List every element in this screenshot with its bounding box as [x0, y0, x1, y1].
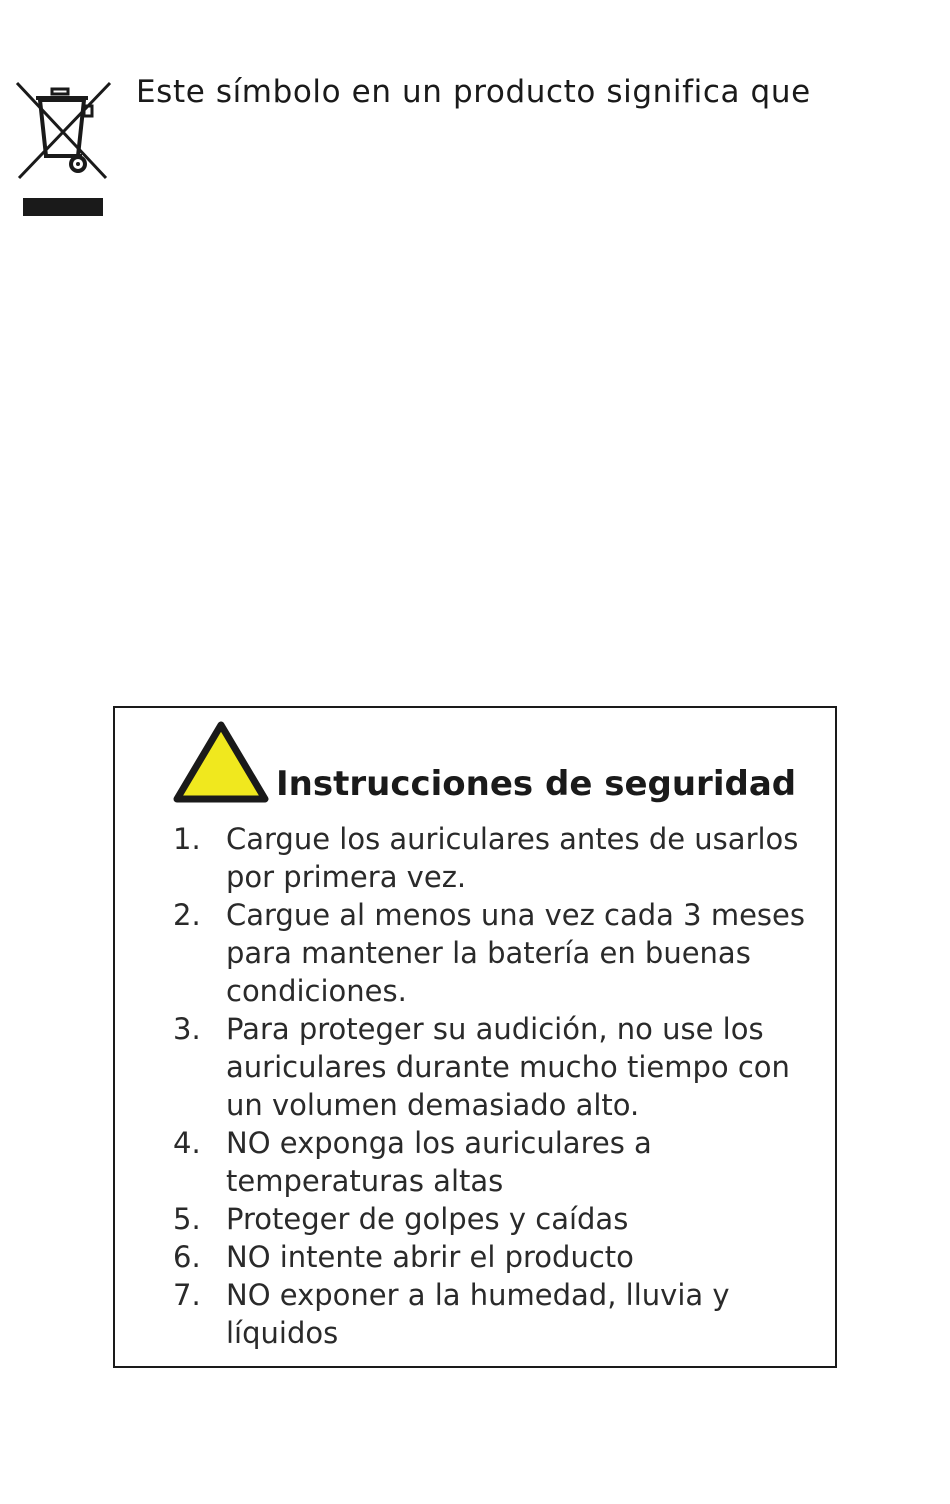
list-item — [173, 1200, 813, 1238]
list-item — [173, 1010, 813, 1124]
list-item — [173, 820, 813, 896]
item-number: 6. — [173, 1240, 201, 1274]
item-number: 7. — [173, 1278, 201, 1312]
item-text: Para proteger su audición, no use los auriculares durante mucho tiempo con un volumen demasiado alto. — [226, 1012, 790, 1122]
item-number: 5. — [173, 1202, 201, 1236]
warning-triangle-icon — [173, 720, 269, 804]
item-text: Cargue al menos una vez cada 3 meses para mantener la batería en buenas condiciones. — [226, 898, 805, 1008]
list-item — [173, 1276, 813, 1352]
recycling-notice-text: Este símbolo en un producto significa que — [136, 74, 811, 110]
crossed-out-wheelie-bin-icon — [14, 80, 114, 220]
item-text: Cargue los auriculares antes de usarlos por primera vez. — [226, 822, 799, 894]
item-number: 3. — [173, 1012, 201, 1046]
safety-title: Instrucciones de seguridad — [276, 764, 797, 804]
item-text: NO intente abrir el producto — [226, 1240, 634, 1274]
item-number: 2. — [173, 898, 201, 932]
list-item — [173, 1238, 813, 1276]
item-text: NO exponga los auriculares a temperaturas altas — [226, 1126, 652, 1198]
item-text: Proteger de golpes y caídas — [226, 1202, 629, 1236]
list-item — [173, 1124, 813, 1200]
item-number: 4. — [173, 1126, 201, 1160]
safety-list — [173, 820, 813, 1352]
list-item — [173, 896, 813, 1010]
item-number: 1. — [173, 822, 201, 856]
safety-instructions-box — [113, 706, 837, 1368]
item-text: NO exponer a la humedad, lluvia y líquidos — [226, 1278, 730, 1350]
